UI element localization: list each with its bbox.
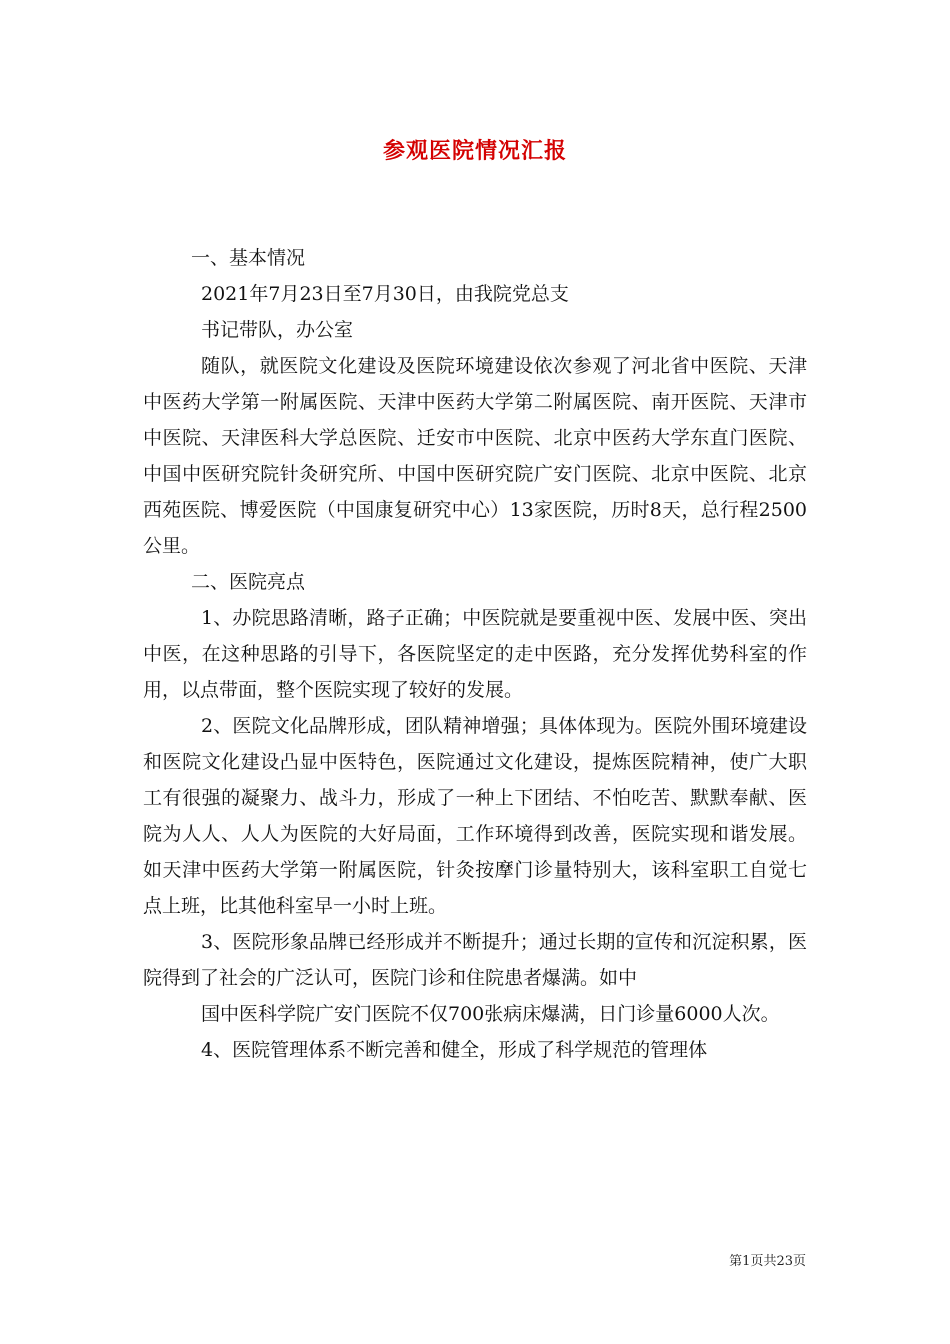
document-title: 参观医院情况汇报 (382, 138, 567, 164)
paragraph-highlight-1: 1、办院思路清晰，路子正确；中医院就是要重视中医、发展中医、突出中医，在这种思路的引导下，各医院坚定的走中医路，充分发挥优势科室的作用，以点带面，整个医院实现了较好的发展。 (143, 607, 807, 701)
document-body (143, 240, 807, 1068)
paragraph-highlight-3-cont: 国中医科学院广安门医院不仅700张病床爆满，日门诊量6000人次。 (201, 1003, 780, 1025)
paragraph-leader: 书记带队，办公室 (201, 319, 354, 341)
paragraph-highlight-3: 3、医院形象品牌已经形成并不断提升；通过长期的宣传和沉淀积累，医院得到了社会的广泛认可，医院门诊和住院患者爆满。如中 (143, 931, 807, 989)
section-heading-highlights: 二、医院亮点 (191, 571, 306, 593)
paragraph-highlight-4: 4、医院管理体系不断完善和健全，形成了科学规范的管理体 (201, 1039, 708, 1061)
paragraph-highlight-2: 2、医院文化品牌形成，团队精神增强；具体体现为。医院外围环境建设和医院文化建设凸显中医特色，医院通过文化建设，提炼医院精神，使广大职工有很强的凝聚力、战斗力，形成了一种上下团结、不怕吃苦、默默奉献、医院为人人、人人为医院的大好局面，工作环境得到改善，医院实现和谐发展。如天津中医药大学第一附属医院，针灸按摩门诊量特别大，该科室职工自觉七点上班，比其他科室早一小时上班。 (143, 715, 807, 917)
paragraph-date: 2021年7月23日至7月30日，由我院党总支 (201, 283, 569, 305)
paragraph-hospitals-visited: 随队，就医院文化建设及医院环境建设依次参观了河北省中医院、天津中医药大学第一附属医院、天津中医药大学第二附属医院、南开医院、天津市中医院、天津医科大学总医院、迁安市中医院、北京中医药大学东直门医院、中国中医研究院针灸研究所、中国中医研究院广安门医院、北京中医院、北京西苑医院、博爱医院（中国康复研究中心）13家医院，历时8天，总行程2500公里。 (143, 355, 807, 557)
section-heading-basic: 一、基本情况 (191, 247, 306, 269)
page-number: 第1页共23页 (729, 1254, 806, 1269)
